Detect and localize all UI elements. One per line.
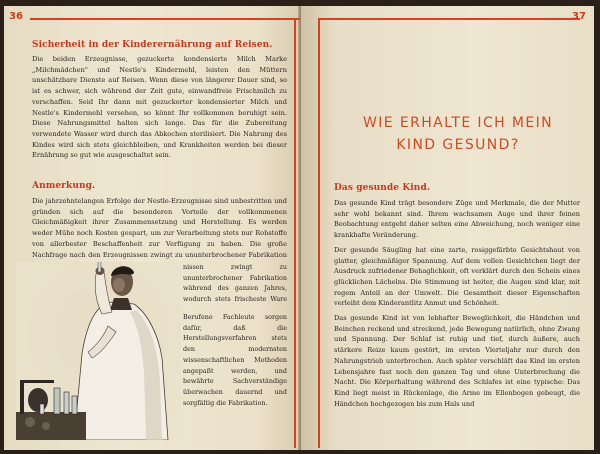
- right-inner-border: [318, 18, 320, 448]
- right-top-border: [318, 18, 580, 20]
- note-paragraph-upper: [32, 196, 287, 260]
- right-page-number: 37: [572, 11, 586, 22]
- scientist-photo: [16, 262, 181, 440]
- healthy-para-1: Das gesunde Kind trägt besondere Züge und Merkmale, die der Mutter sehr wohl bekannt sind. Ihrem wachsamen Auge und ihrer feinen Beobachtung entgeht daher selten eine Abweichung, noch weniger eine krankhafte Veränderung.: [334, 199, 580, 240]
- healthy-child-text: [334, 198, 580, 409]
- note-paragraph: Die jahrzehntelangen Erfolge der Nestle-Erzeugnisse sind unbestritten und gründen sich auf die besonderen Vorteile der vollkommenen Gleichmäßigkeit ihrer Zusammensetzung und Herstellung. Es werden weder Mühe noch Kosten gespart, um zur Verarbeitung stets nur Rohstoffe von allerbester Beschaffenheit zur Verfügung zu haben. Die große Nachfrage nach den Erzeugnissen zwingt zu ununterbrochener Fabrikation: [32, 197, 287, 259]
- left-inner-border: [294, 18, 296, 448]
- section-heading-healthy-child: Das gesunde Kind.: [334, 183, 431, 193]
- section-travel-text: [32, 54, 287, 161]
- healthy-para-3: Das gesunde Kind ist von lebhafter Beweglichkeit, die Händchen und Beinchen reckend und streckend, jede Bewegung natürlich, ohne Zwang und Spannung. Der Schlaf ist ruhig und tief, durch äußere, auch stärkere Reize kaum gestört, im ersten Vierteljahr nur durch den Nahrungstrieb unterbrochen. Auch später verschläft das Kind im ersten Lebensjahre fast noch den ganzen Tag und ohne Unterbrechung die Nacht. Die Körperhaltung während des Schlafes ist eine typische: Das Kind liegt meist in Rückenlage, die Arme im Ellenbogen gebeugt, die Händchen hochgezogen bis zum Hals und: [334, 314, 580, 408]
- note-paragraph-narrow: nissen zwingt zu ununterbrochener Fabrikation während des ganzen Jahres, wodurch stets frischeste Ware: [183, 263, 287, 304]
- section-heading-travel: Sicherheit in der Kinderernährung auf Reisen.: [32, 40, 273, 50]
- section-heading-note: Anmerkung.: [32, 181, 96, 191]
- travel-paragraph: Die beiden Erzeugnisse, gezuckerte kondensierte Milch Marke „Milchmädchen" und Nestle's Kindermehl, leisten den Müttern unschätzbare Dienste auf Reisen. Wenn diese von längerer Dauer sind, so ist es schwer, sich während der Zeit gute, einwandfreie Frischmilch zu verschaffen. Seid Ihr dann mit gezuckerter kondensierter Milch und Nestle's Kindermehl versehen, so könnt Ihr vollkommen beruhigt sein. Diese Nahrungsmittel halten sich lange. Das für die Zubereitung verwendete Wasser wird durch das Abkochen sterilisiert. Die Nahrung des Kindes wird sich stets gleichbleiben, und Krankheiten werden bei dieser Ernährung so gut wie ausgeschaltet sein.: [32, 55, 287, 160]
- experts-text: [183, 312, 287, 408]
- healthy-para-2: Der gesunde Säugling hat eine zarte, rosiggefärbte Gesichtshaut von glatter, gleichmäßiger Spannung. Auf dem vollen Gesichtchen liegt der Ausdruck zufriedener Behaglichkeit, oft verklärt durch den Schein eines glücklichen Lächelns. Die Stimmung ist heiter, die Augen sind klar, mit regem Anteil an der Umwelt. Die Gesamtheit dieser Eigenschaften verleiht dem Kinderantlitz Anmut und Schönheit.: [334, 245, 580, 308]
- chapter-title-line2: KIND GESUND?: [396, 137, 520, 153]
- chapter-title: [330, 112, 586, 156]
- experts-paragraph: Berufene Fachleute sorgen dafür, daß die Herstellungsverfahren stets den modernsten wissenschaftlichen Methoden angepaßt werden, und bewährte Sachverständige überwachen dauernd und sorgfältig die Fabrikation.: [183, 313, 287, 407]
- chapter-title-line1: WIE ERHALTE ICH MEIN: [362, 115, 554, 131]
- section-note-text-narrow: [183, 262, 287, 305]
- section-note-text: [32, 196, 287, 260]
- left-top-border: [30, 18, 300, 20]
- left-page-number: 36: [9, 11, 23, 22]
